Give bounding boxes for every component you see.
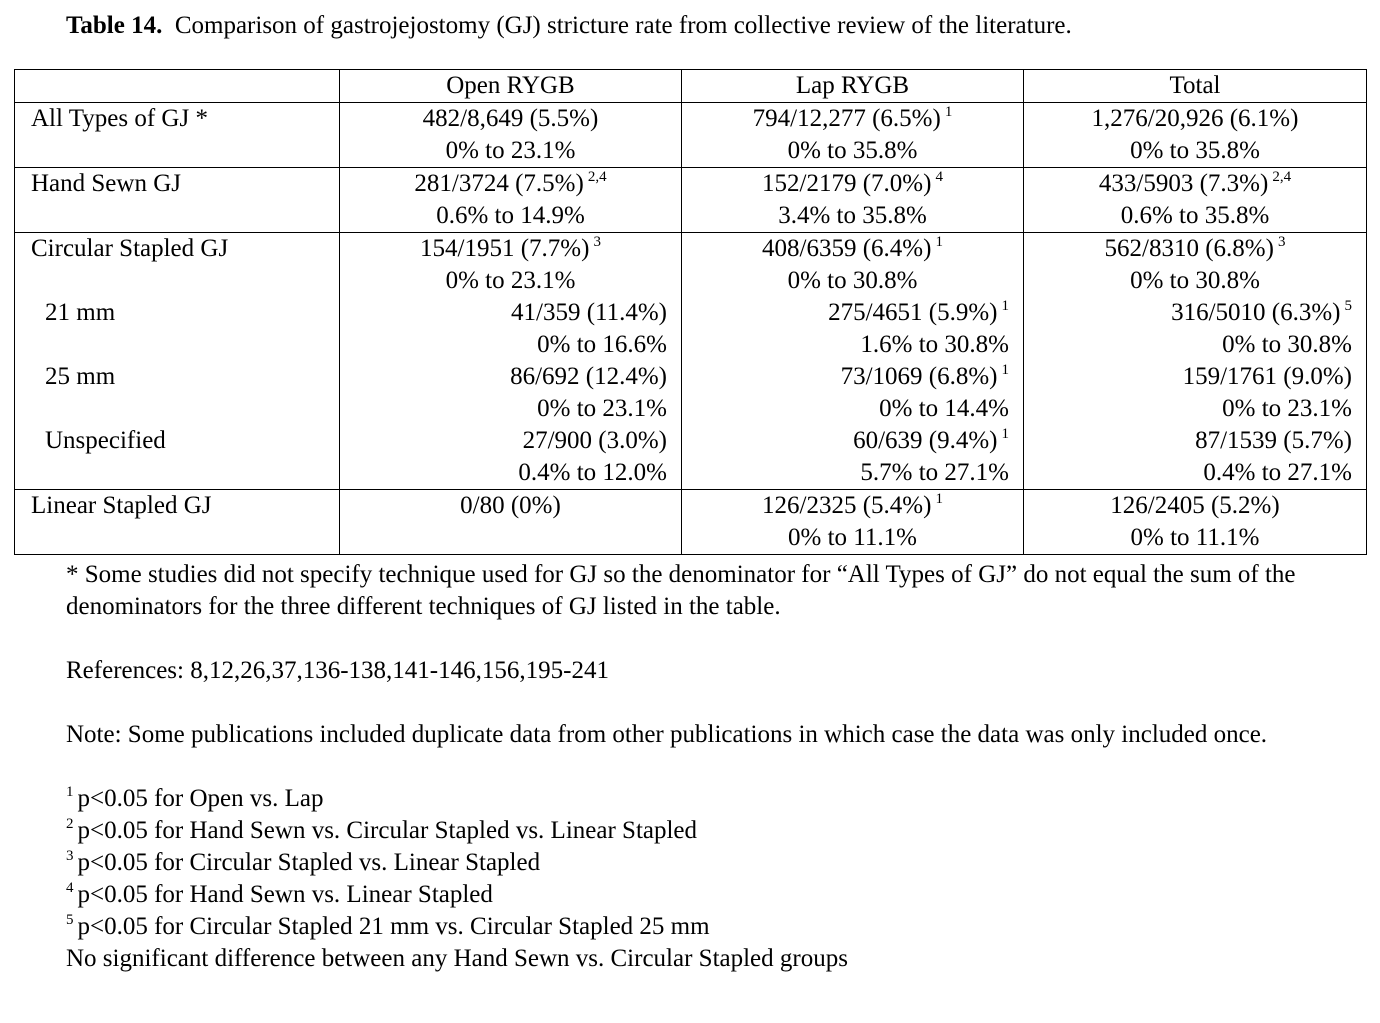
cell-range [340, 522, 681, 554]
stricture-count: 27/900 (3.0%) [522, 427, 667, 454]
cell-range: 1.6% to 30.8% [860, 331, 1009, 358]
table-cell [682, 168, 1024, 233]
footnote [66, 847, 1326, 879]
cell-count [1024, 168, 1366, 200]
stricture-count: 41/359 (11.4%) [511, 299, 667, 326]
stricture-count: 281/3724 (7.5%) [414, 170, 584, 197]
cell-count [1024, 297, 1352, 329]
closing-note: No significant difference between any Hand Sewn vs. Circular Stapled groups [66, 945, 848, 972]
footnote-number: 4 [66, 880, 74, 896]
references-note: References: 8,12,26,37,136-138,141-146,156,195-241 [66, 657, 609, 684]
footnote-marker: 3 [593, 234, 601, 250]
table-row [15, 425, 1367, 490]
cell-count [682, 297, 1009, 329]
column-header-total: Total [1024, 70, 1367, 103]
table-row [15, 297, 1367, 361]
column-header-label [15, 70, 340, 103]
footnote-marker: 1 [944, 104, 953, 120]
table-row [15, 233, 1367, 298]
table-row [15, 103, 1367, 168]
cell-count [340, 425, 667, 457]
footnote-marker: 3 [1277, 234, 1286, 250]
cell-range: 0% to 23.1% [445, 137, 576, 164]
row-label: All Types of GJ * [15, 103, 340, 168]
cell-count [1024, 425, 1352, 457]
table-cell [682, 425, 1024, 490]
cell-range: 0% to 30.8% [1222, 331, 1352, 358]
footnote-text: p<0.05 for Open vs. Lap [77, 785, 324, 812]
stricture-count: 60/639 (9.4%) [853, 427, 998, 454]
footnote-marker: 1 [1001, 426, 1009, 442]
stricture-count: 86/692 (12.4%) [510, 363, 667, 390]
table-caption-label: Table 14. [66, 12, 163, 39]
table-cell [682, 297, 1024, 361]
stricture-count: 275/4651 (5.9%) [828, 299, 998, 326]
cell-count [340, 361, 667, 393]
table-row [15, 168, 1367, 233]
table-body [15, 103, 1367, 555]
footnote-marker: 2,4 [587, 169, 607, 185]
table-cell [340, 168, 682, 233]
stricture-count: 433/5903 (7.3%) [1098, 170, 1269, 197]
footnote-marker: 1 [1001, 362, 1009, 378]
stricture-count: 126/2405 (5.2%) [1110, 492, 1280, 519]
footnote [66, 815, 1326, 847]
cell-count [682, 168, 1023, 200]
stricture-count: 126/2325 (5.4%) [762, 492, 932, 519]
stricture-count: 87/1539 (5.7%) [1195, 427, 1352, 454]
cell-count [1024, 361, 1352, 393]
cell-range: 3.4% to 35.8% [778, 202, 927, 229]
table-cell [340, 297, 682, 361]
table-caption-text: Comparison of gastrojejostomy (GJ) stricture rate from collective review of the literature. [174, 12, 1072, 39]
cell-range: 0% to 35.8% [787, 137, 918, 164]
cell-count [682, 233, 1023, 265]
table-cell [340, 233, 682, 298]
stricture-count: 73/1069 (6.8%) [840, 363, 998, 390]
table-cell [1024, 233, 1367, 298]
cell-range: 0% to 23.1% [1222, 395, 1352, 422]
stricture-count: 408/6359 (6.4%) [762, 235, 932, 262]
cell-count [1024, 490, 1366, 522]
table-notes [66, 559, 1326, 975]
cell-range: 5.7% to 27.1% [860, 459, 1009, 486]
column-header-lap-rygb: Lap RYGB [682, 70, 1024, 103]
stricture-count: 1,276/20,926 (6.1%) [1091, 105, 1299, 132]
table-cell [682, 233, 1024, 298]
table-cell [340, 490, 682, 555]
cell-count [340, 103, 681, 135]
duplicate-data-note: Note: Some publications included duplicate data from other publications in which case the data was only included once. [66, 721, 1268, 748]
stricture-rate-table [14, 69, 1367, 555]
cell-count [340, 490, 681, 522]
cell-range: 0% to 11.1% [1130, 524, 1260, 551]
stricture-count: 154/1951 (7.7%) [420, 235, 590, 262]
row-label: Hand Sewn GJ [15, 168, 340, 233]
cell-range: 0% to 23.1% [445, 267, 576, 294]
cell-count [682, 361, 1009, 393]
table-cell [340, 425, 682, 490]
column-header-open-rygb: Open RYGB [340, 70, 682, 103]
footnote-marker: 4 [935, 169, 943, 185]
cell-range: 0% to 23.1% [537, 395, 667, 422]
cell-count [682, 425, 1009, 457]
footnote-marker: 1 [935, 491, 943, 507]
row-label: Linear Stapled GJ [15, 490, 340, 555]
table-cell [682, 103, 1024, 168]
cell-range: 0.4% to 27.1% [1203, 459, 1352, 486]
footnote-text: p<0.05 for Circular Stapled 21 mm vs. Circular Stapled 25 mm [77, 913, 710, 940]
footnote-number: 2 [66, 816, 74, 832]
stricture-count: 482/8,649 (5.5%) [422, 105, 599, 132]
footnote-text: p<0.05 for Hand Sewn vs. Linear Stapled [77, 881, 493, 908]
footnote-number: 5 [66, 912, 74, 928]
cell-count [682, 103, 1023, 135]
table-cell [1024, 168, 1367, 233]
stricture-count: 0/80 (0%) [460, 492, 561, 519]
footnote-list [66, 783, 1326, 943]
footnote [66, 783, 1326, 815]
table-cell [682, 490, 1024, 555]
table-cell [340, 361, 682, 425]
cell-count [1024, 233, 1366, 265]
footnote [66, 911, 1326, 943]
cell-range: 0.4% to 12.0% [518, 459, 667, 486]
table-header-row [15, 70, 1367, 103]
cell-range: 0% to 35.8% [1130, 137, 1260, 164]
table-cell [1024, 297, 1367, 361]
cell-count [340, 233, 681, 265]
cell-count [682, 490, 1023, 522]
footnote-marker: 1 [1001, 298, 1009, 314]
footnote-number: 1 [66, 784, 74, 800]
row-label: 21 mm [15, 297, 340, 361]
table-cell [1024, 361, 1367, 425]
cell-range: 0.6% to 14.9% [436, 202, 585, 229]
cell-count [340, 168, 681, 200]
stricture-count: 794/12,277 (6.5%) [752, 105, 941, 132]
cell-count [340, 297, 667, 329]
table-cell [1024, 490, 1367, 555]
footnote-marker: 5 [1344, 298, 1352, 314]
table-cell [1024, 103, 1367, 168]
table-row [15, 490, 1367, 555]
stricture-count: 562/8310 (6.8%) [1104, 235, 1274, 262]
cell-count [1024, 103, 1366, 135]
footnote-marker: 1 [935, 234, 943, 250]
footnote-text: p<0.05 for Circular Stapled vs. Linear Stapled [77, 849, 541, 876]
footnote-number: 3 [66, 848, 74, 864]
row-label: 25 mm [15, 361, 340, 425]
row-label: Unspecified [15, 425, 340, 490]
cell-range: 0% to 30.8% [787, 267, 918, 294]
cell-range: 0% to 14.4% [879, 395, 1009, 422]
footnote-marker: 2,4 [1272, 169, 1292, 185]
table-cell [682, 361, 1024, 425]
footnote-text: p<0.05 for Hand Sewn vs. Circular Stapled vs. Linear Stapled [77, 817, 698, 844]
cell-range: 0% to 11.1% [788, 524, 917, 551]
stricture-count: 316/5010 (6.3%) [1171, 299, 1341, 326]
asterisk-note: * Some studies did not specify technique used for GJ so the denominator for “All Types of GJ” do not equal the sum of the denominators for the three different techniques of GJ listed in the table. [66, 561, 1296, 620]
stricture-count: 152/2179 (7.0%) [762, 170, 932, 197]
cell-range: 0% to 30.8% [1130, 267, 1260, 294]
table-row [15, 361, 1367, 425]
row-label: Circular Stapled GJ [15, 233, 340, 298]
cell-range: 0% to 16.6% [537, 331, 667, 358]
stricture-count: 159/1761 (9.0%) [1182, 363, 1352, 390]
table-cell [1024, 425, 1367, 490]
cell-range: 0.6% to 35.8% [1120, 202, 1270, 229]
table-cell [340, 103, 682, 168]
table-caption [66, 12, 1072, 40]
footnote [66, 879, 1326, 911]
